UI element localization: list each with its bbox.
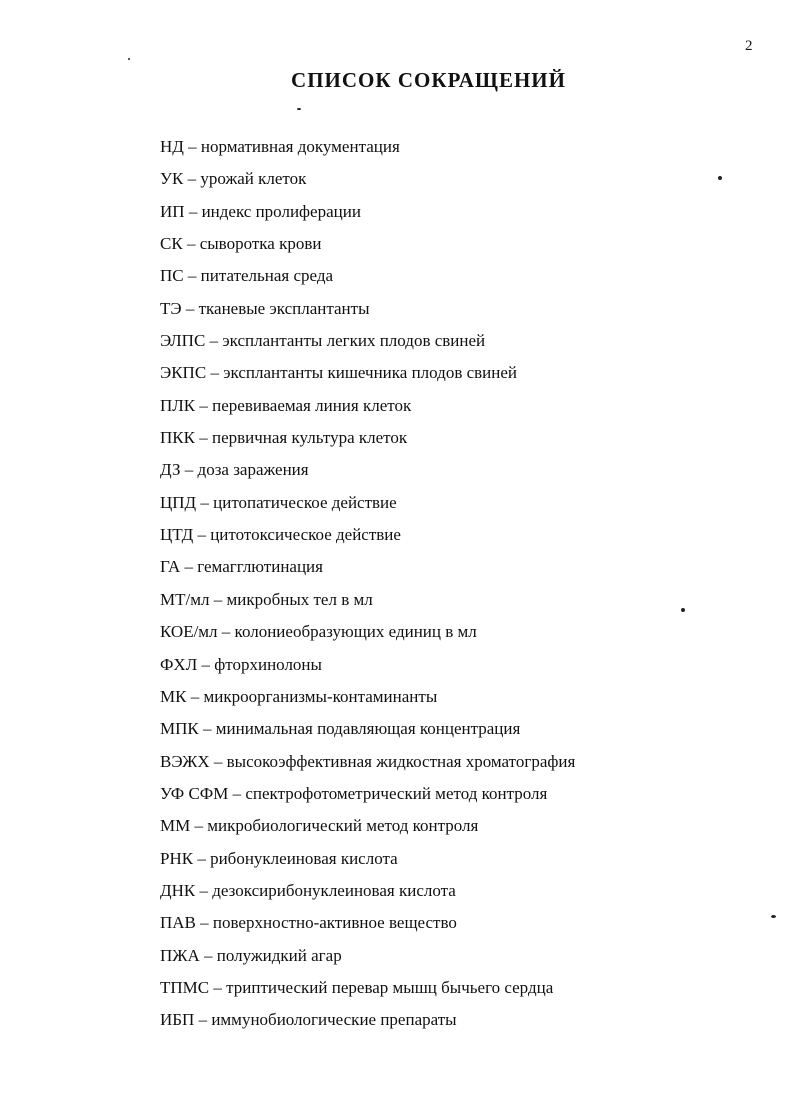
abbreviation-term: ММ — [160, 816, 191, 836]
separator-dash: – — [184, 201, 202, 221]
page-title: СПИСОК СОКРАЩЕНИЙ — [291, 68, 566, 92]
scan-speck — [297, 108, 301, 110]
list-item — [160, 554, 575, 586]
separator-dash: – — [198, 719, 216, 739]
list-item — [160, 231, 575, 263]
list-item — [160, 716, 575, 748]
abbreviation-term: ЭКПС — [160, 363, 207, 383]
abbreviation-term: МК — [160, 686, 187, 706]
abbreviation-meaning: цитотоксическое действие — [210, 525, 401, 545]
separator-dash: – — [183, 266, 201, 286]
list-item — [160, 166, 575, 198]
abbreviation-meaning: поверхностно-активное вещество — [212, 913, 457, 933]
abbreviation-term: ПЛК — [160, 395, 196, 415]
list-item — [160, 263, 575, 295]
abbreviation-meaning: микроорганизмы-контаминанты — [203, 686, 438, 706]
separator-dash: – — [183, 137, 201, 156]
list-item — [160, 1007, 575, 1039]
abbreviation-meaning: первичная культура клеток — [211, 428, 408, 448]
separator-dash: – — [183, 169, 201, 189]
list-item — [160, 910, 575, 942]
abbreviation-term: УК — [160, 169, 184, 189]
abbreviation-meaning: питательная среда — [200, 266, 334, 286]
abbreviation-term: ГА — [160, 557, 181, 577]
list-item — [160, 587, 575, 619]
scan-speck — [718, 176, 722, 180]
separator-dash: – — [180, 460, 198, 480]
abbreviation-meaning: колониеобразующих единиц в мл — [234, 622, 477, 642]
abbreviation-term: ЦПД — [160, 492, 197, 512]
list-item — [160, 360, 575, 392]
abbreviation-term: ВЭЖХ — [160, 751, 210, 771]
list-item — [160, 943, 575, 975]
separator-dash: – — [193, 525, 211, 545]
separator-dash: – — [199, 945, 217, 965]
list-item — [160, 425, 575, 457]
abbreviation-meaning: микробиологический метод контроля — [207, 816, 479, 836]
separator-dash: – — [205, 331, 223, 351]
abbreviation-list — [160, 134, 575, 1040]
abbreviation-term: ПЖА — [160, 945, 200, 965]
list-item — [160, 749, 575, 781]
abbreviation-term: ЦТД — [160, 525, 194, 545]
list-item — [160, 652, 575, 684]
list-item — [160, 457, 575, 489]
separator-dash: – — [180, 557, 198, 577]
list-item — [160, 296, 575, 328]
abbreviation-meaning: эксплантанты легких плодов свиней — [222, 331, 486, 351]
separator-dash: – — [209, 751, 227, 771]
abbreviation-term: СК — [160, 234, 183, 254]
list-item — [160, 846, 575, 878]
separator-dash: – — [195, 880, 213, 900]
separator-dash: – — [195, 913, 213, 933]
abbreviation-term: МПК — [160, 719, 199, 739]
abbreviation-meaning: минимальная подавляющая концентрация — [215, 719, 521, 739]
scan-speck — [681, 608, 685, 612]
scan-speck — [771, 915, 776, 918]
list-item — [160, 619, 575, 651]
list-item — [160, 199, 575, 231]
abbreviation-term: ФХЛ — [160, 654, 198, 674]
separator-dash: – — [194, 1010, 212, 1030]
list-item — [160, 878, 575, 910]
separator-dash: – — [196, 492, 214, 512]
abbreviation-term: ТЭ — [160, 298, 182, 318]
list-item — [160, 328, 575, 360]
list-item — [160, 684, 575, 716]
separator-dash: – — [194, 428, 212, 448]
separator-dash: – — [209, 589, 227, 609]
abbreviation-term: РНК — [160, 848, 194, 868]
abbreviation-term: КОЕ/мл — [160, 622, 218, 642]
abbreviation-term: ДНК — [160, 880, 196, 900]
abbreviation-meaning: урожай клеток — [200, 169, 307, 189]
separator-dash: – — [193, 848, 211, 868]
list-item — [160, 134, 575, 166]
separator-dash: – — [181, 298, 199, 318]
separator-dash: – — [209, 977, 227, 997]
abbreviation-meaning: триптический перевар мышц бычьего сердца — [226, 977, 554, 997]
list-item — [160, 781, 575, 813]
list-item — [160, 975, 575, 1007]
abbreviation-meaning: цитопатическое действие — [213, 492, 397, 512]
abbreviation-meaning: фторхинолоны — [214, 654, 322, 674]
page-number: 2 — [745, 38, 753, 54]
list-item — [160, 490, 575, 522]
separator-dash: – — [217, 622, 235, 642]
abbreviation-term: ПАВ — [160, 913, 196, 933]
abbreviation-term: ИБП — [160, 1010, 195, 1030]
abbreviation-term: ПС — [160, 266, 184, 286]
abbreviation-term: УФ СФМ — [160, 783, 229, 803]
abbreviation-meaning: индекс пролиферации — [201, 201, 361, 221]
abbreviation-meaning: тканевые эксплантанты — [198, 298, 370, 318]
list-item — [160, 522, 575, 554]
abbreviation-meaning: полужидкий агар — [216, 945, 342, 965]
abbreviation-meaning: сыворотка крови — [199, 234, 322, 254]
separator-dash: – — [206, 363, 224, 383]
abbreviation-meaning: дезоксирибонуклеиновая кислота — [212, 880, 456, 900]
abbreviation-meaning: иммунобиологические препараты — [211, 1010, 457, 1030]
abbreviation-term: ТПМС — [160, 977, 210, 997]
abbreviation-meaning: рибонуклеиновая кислота — [210, 848, 398, 868]
abbreviation-term: ДЗ — [160, 460, 181, 480]
abbreviation-term: НД — [160, 137, 184, 156]
separator-dash: – — [182, 234, 200, 254]
list-item — [160, 813, 575, 845]
abbreviation-meaning: высокоэффективная жидкостная хроматография — [226, 751, 576, 771]
abbreviation-meaning: доза заражения — [197, 460, 309, 480]
abbreviation-meaning: спектрофотометрический метод контроля — [245, 783, 548, 803]
abbreviation-term: МТ/мл — [160, 589, 210, 609]
scan-speck — [128, 58, 130, 60]
separator-dash: – — [190, 816, 208, 836]
abbreviation-meaning: гемагглютинация — [197, 557, 323, 577]
abbreviation-meaning: перевиваемая линия клеток — [212, 395, 412, 415]
abbreviation-term: ЭЛПС — [160, 331, 206, 351]
list-item — [160, 393, 575, 425]
separator-dash: – — [186, 686, 204, 706]
abbreviation-meaning: микробных тел в мл — [226, 589, 373, 609]
abbreviation-meaning: эксплантанты кишечника плодов свиней — [223, 363, 518, 383]
abbreviation-term: ПКК — [160, 428, 195, 448]
separator-dash: – — [228, 783, 246, 803]
separator-dash: – — [195, 395, 213, 415]
abbreviation-term: ИП — [160, 201, 185, 221]
separator-dash: – — [197, 654, 215, 674]
abbreviation-meaning: нормативная документация — [200, 137, 400, 156]
